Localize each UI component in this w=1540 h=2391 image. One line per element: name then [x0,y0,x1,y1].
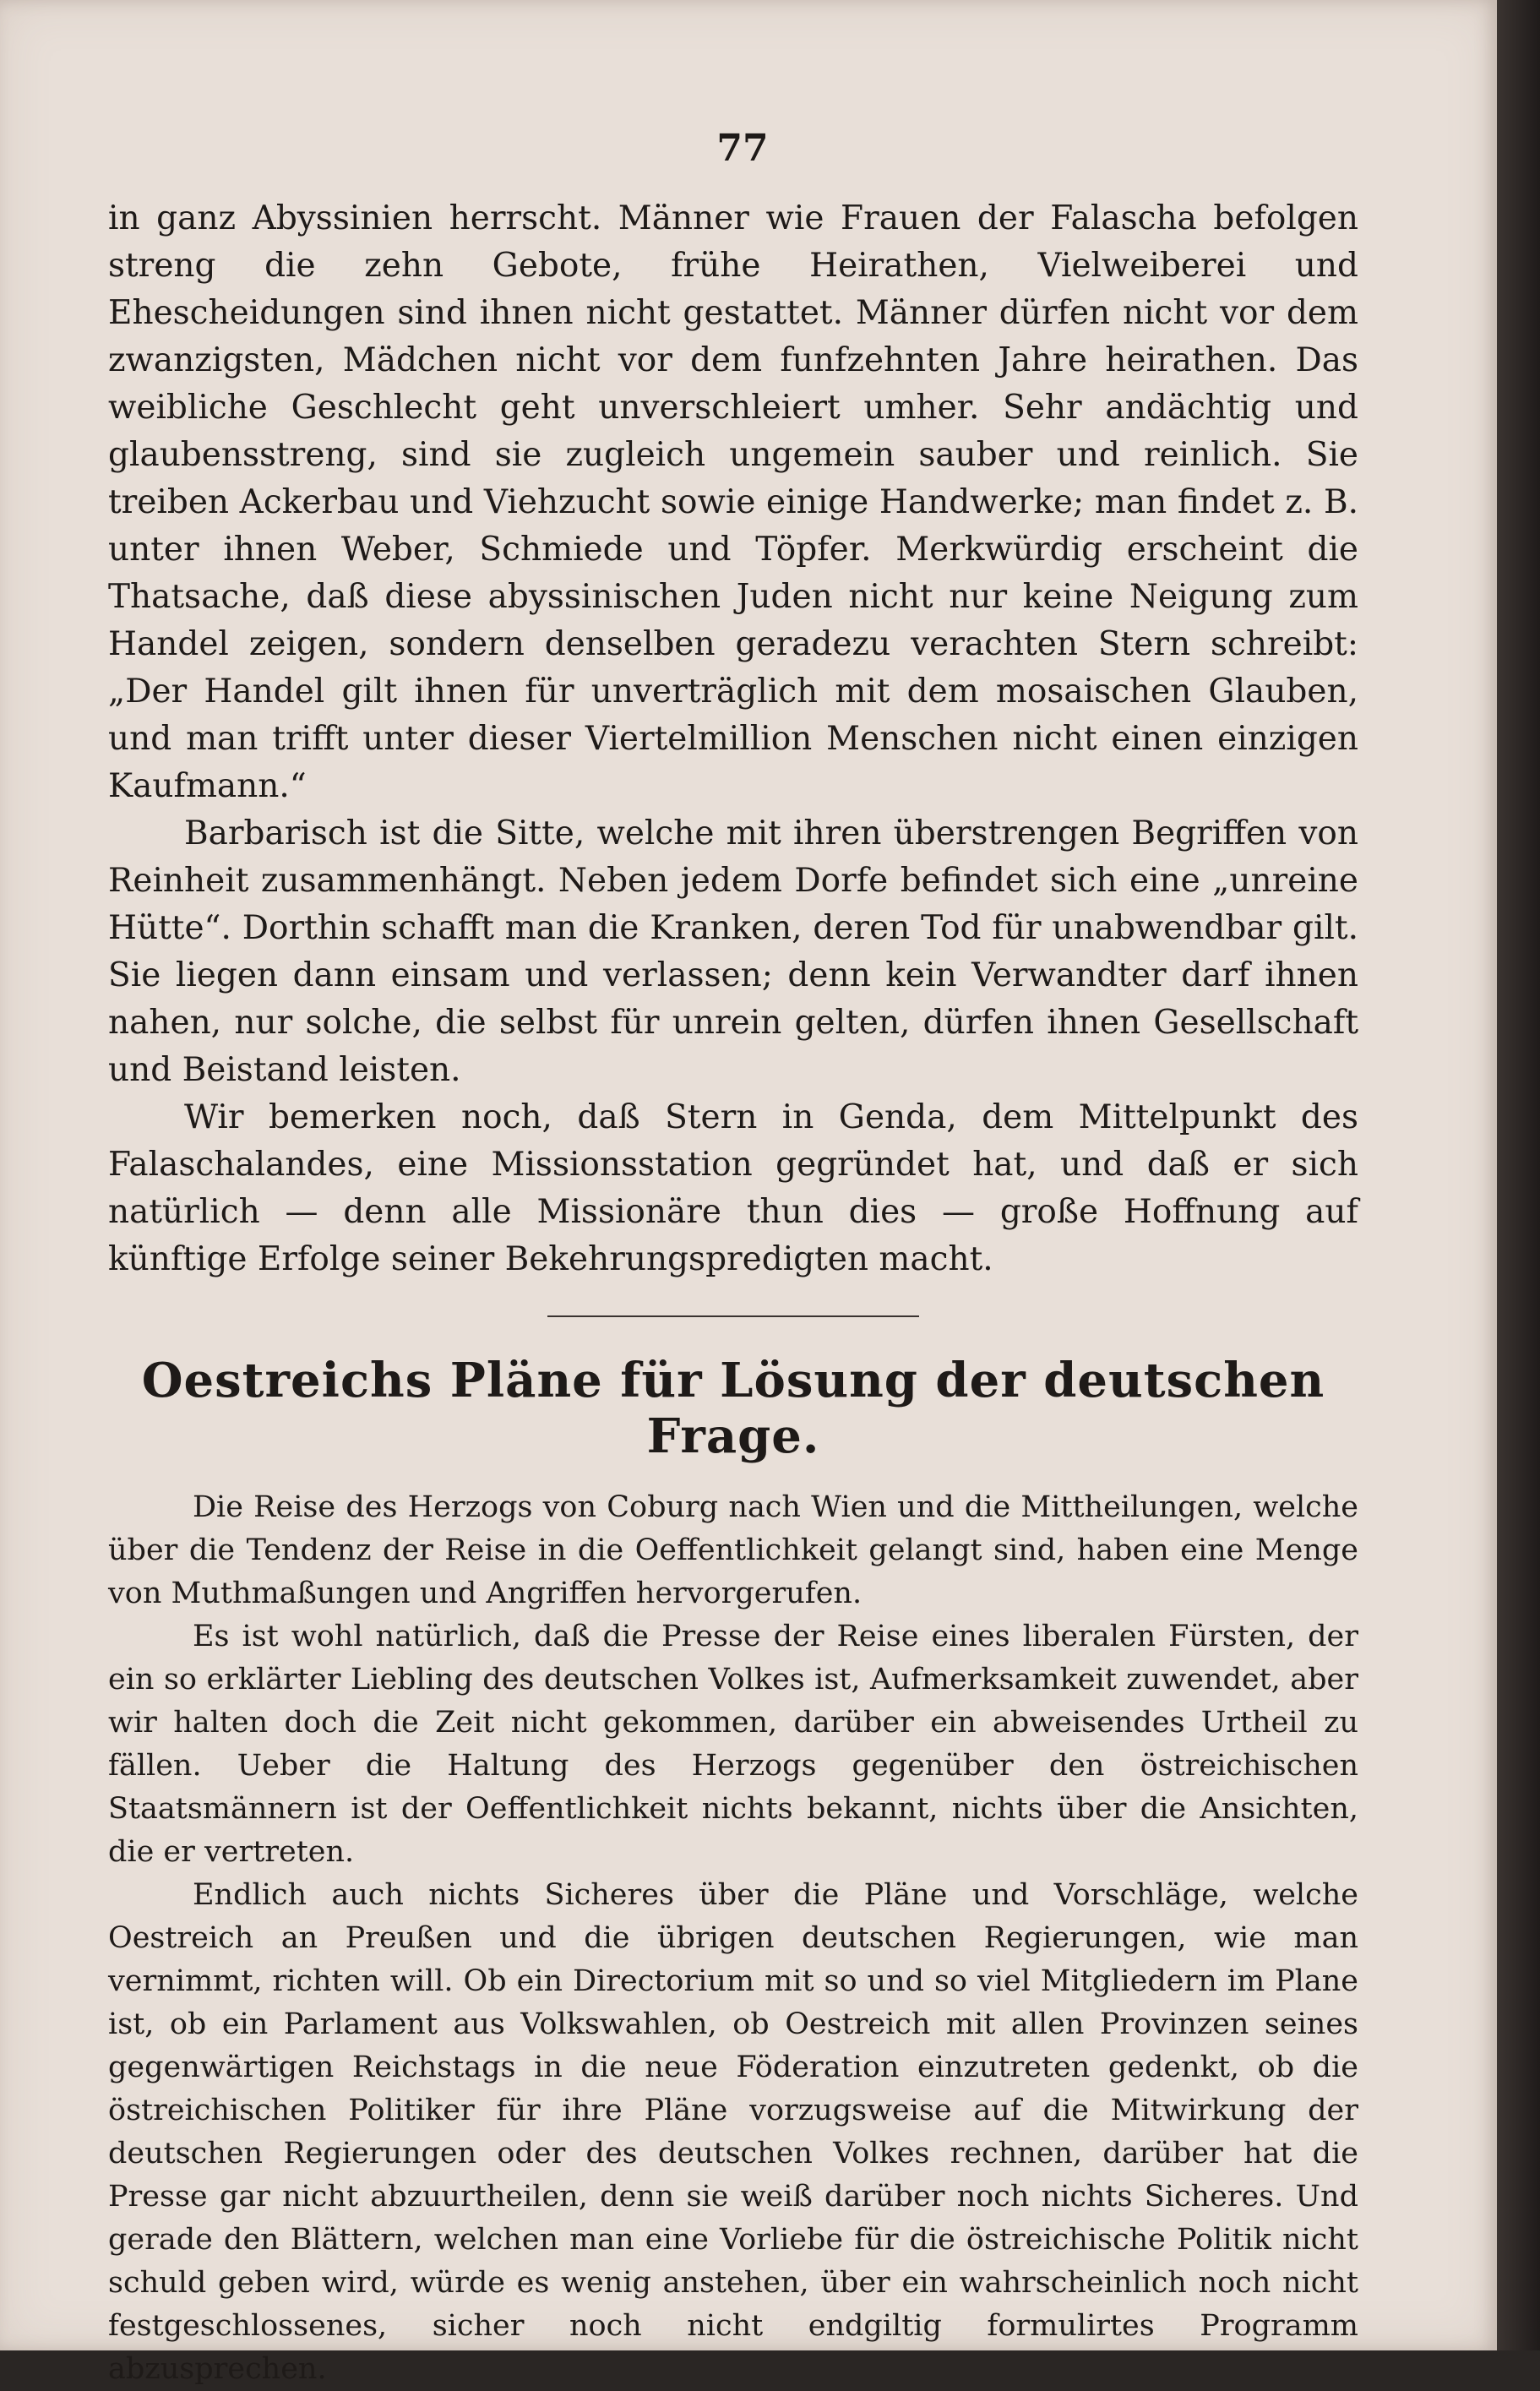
book-spine-edge [1497,0,1540,2350]
paragraph-coburg-journey: Die Reise des Herzogs von Coburg nach Wien und die Mittheilungen, welche über die Tendenz der Reise in die Oeffentlichkeit gelangt sind, haben eine Menge von Muthmaßungen und Angriffen hervorgerufen. [108,1490,1358,1610]
page-number: 77 [716,127,769,170]
page-content [108,127,1358,2391]
paragraph-austrian-plans: Endlich auch nichts Sicheres über die Pläne und Vorschläge, welche Oestreich an Preußen und die übrigen deutschen Regierungen, wie man vernimmt, richten will. Ob ein Directorium mit so und so viel Mitgliedern im Plane ist, ob ein Parlament aus Volkswahlen, ob Oestreich mit allen Provinzen seines gegenwärtigen Reichstags in die neue Föderation einzutreten gedenkt, ob die östreichischen Politiker für ihre Pläne vorzugsweise auf die Mitwirkung der deutschen Regierungen oder des deutschen Volkes rechnen, darüber hat die Presse gar nicht abzuurtheilen, denn sie weiß darüber noch nichts Sicheres. Und gerade den Blättern, welchen man eine Vorliebe für die östreichische Politik nicht schuld geben wird, würde es wenig anstehen, über ein wahrscheinlich noch nicht festgeschlossenes, sicher noch nicht endgiltig formulirtes Programm abzusprechen. [108,1878,1358,2386]
paragraph-press-judgement: Es ist wohl natürlich, daß die Presse der Reise eines liberalen Fürsten, der ein so erklärter Liebling des deutschen Volkes ist, Aufmerksamkeit zuwendet, aber wir halten doch die Zeit nicht gekommen, darüber ein abweisendes Urtheil zu fällen. Ueber die Haltung des Herzogs gegenüber den östreichischen Staatsmännern ist der Oeffentlichkeit nichts bekannt, nichts über die Ansichten, die er vertreten. [108,1620,1358,1869]
paragraph-abyssinia-customs: in ganz Abyssinien herrscht. Männer wie Frauen der Falascha befolgen streng die zehn Gebote, frühe Heirathen, Vielweiberei und Ehescheidungen sind ihnen nicht gestattet. Männer dürfen nicht vor dem zwanzigsten, Mädchen nicht vor dem funfzehnten Jahre heirathen. Das weibliche Geschlecht geht unverschleiert umher. Sehr andächtig und glaubensstreng, sind sie zugleich ungemein sauber und reinlich. Sie treiben Ackerbau und Viehzucht sowie einige Handwerke; man findet z. B. unter ihnen Weber, Schmiede und Töpfer. Merkwürdig erscheint die Thatsache, daß diese abyssinischen Juden nicht nur keine Neigung zum Handel zeigen, sondern denselben geradezu verachten Stern schreibt: „Der Handel gilt ihnen für unverträglich mit dem mosaischen Glauben, und man trifft unter dieser Viertelmillion Menschen nicht einen einzigen Kaufmann.“ [108,199,1358,805]
paragraph-mission-station: Wir bemerken noch, daß Stern in Genda, dem Mittelpunkt des Falaschalandes, eine Missionsstation gegründet hat, und daß er sich natürlich — denn alle Missionäre thun dies — große Hoffnung auf künftige Erfolge seiner Bekehrungspredigten macht. [108,1098,1358,1278]
paragraph-unclean-hut: Barbarisch ist die Sitte, welche mit ihren überstrengen Begriffen von Reinheit zusammenhängt. Neben jedem Dorfe befindet sich eine „unreine Hütte“. Dorthin schafft man die Kranken, deren Tod für unabwendbar gilt. Sie liegen dann einsam und verlassen; denn kein Verwandter darf ihnen nahen, nur solche, die selbst für unrein gelten, dürfen ihnen Gesellschaft und Beistand leisten. [108,814,1358,1089]
section-divider [547,1315,919,1317]
article-heading: Oestreichs Pläne für Lösung der deutschen Frage. [141,1353,1325,1464]
